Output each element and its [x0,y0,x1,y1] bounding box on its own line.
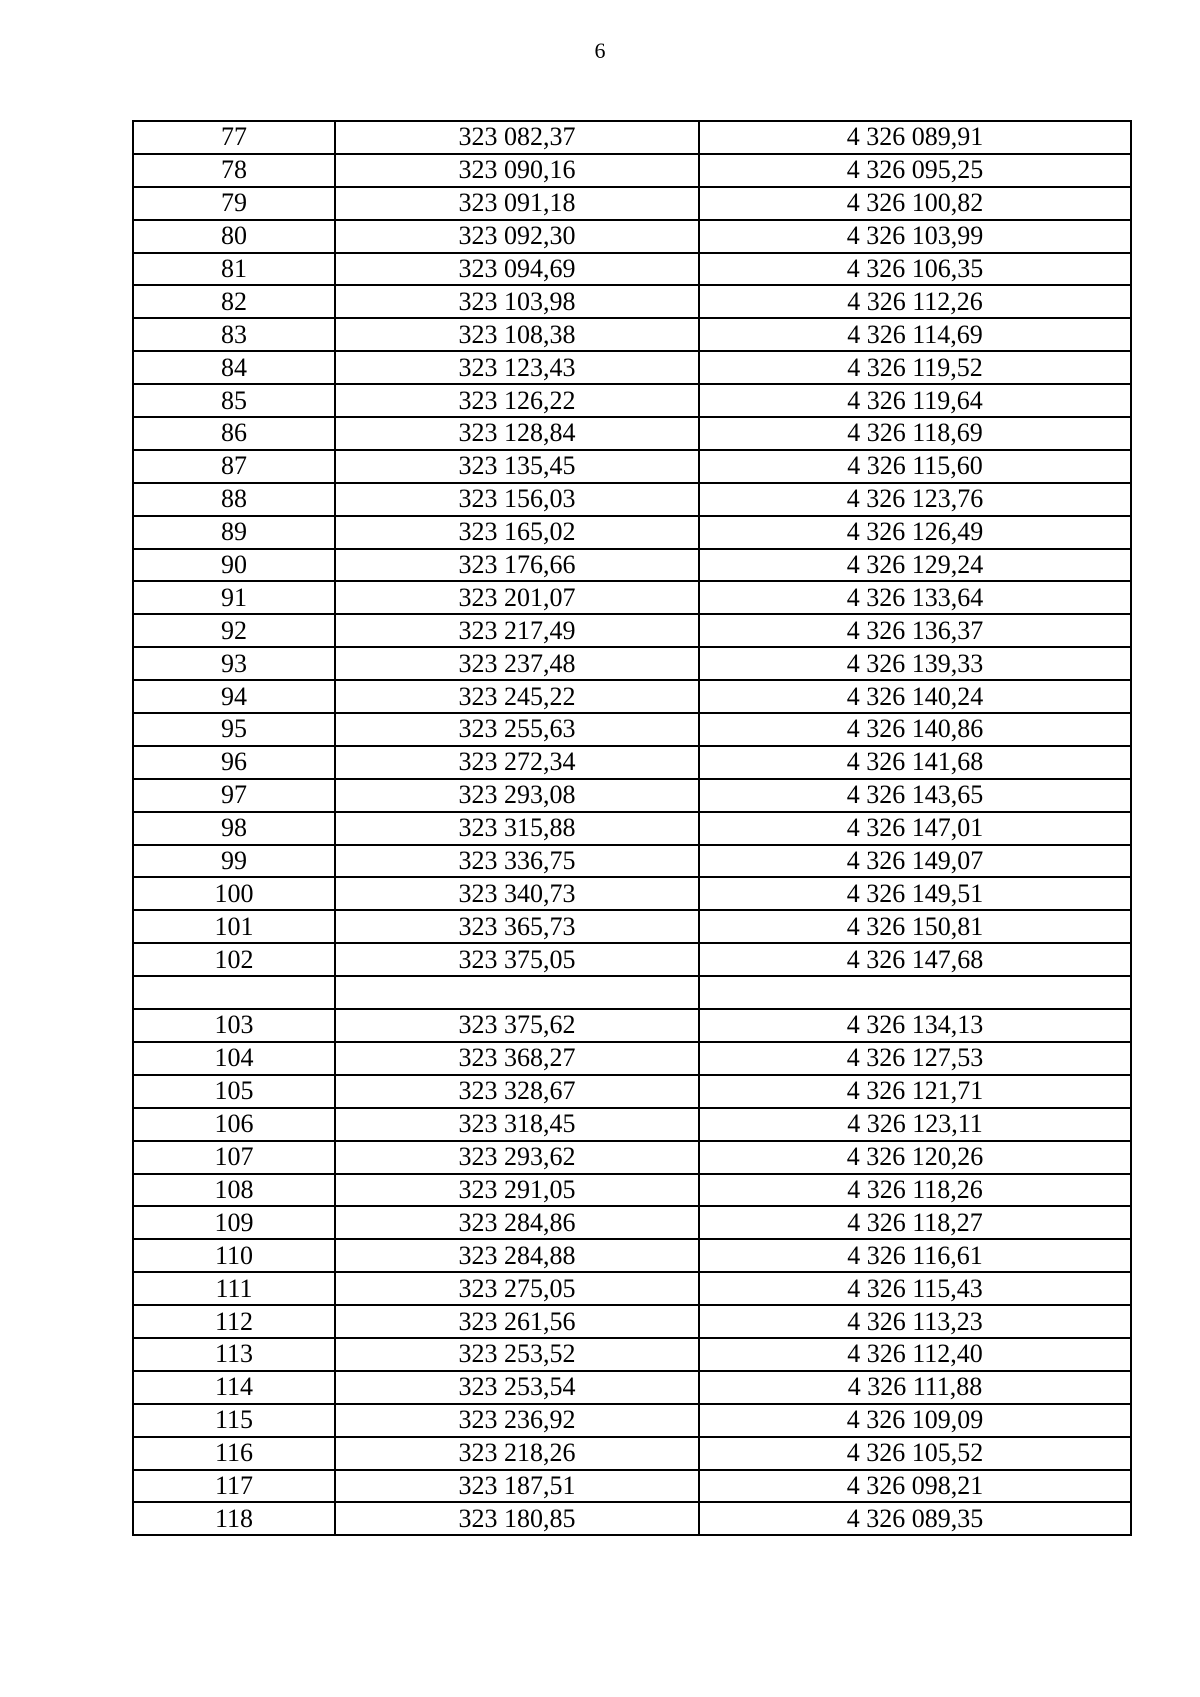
x-coordinate-cell: 323 201,07 [335,581,699,614]
table-row [133,812,1131,845]
x-coordinate-cell [335,976,699,1009]
x-coordinate-cell: 323 126,22 [335,384,699,417]
table-row [133,943,1131,976]
x-coordinate-cell: 323 375,62 [335,1009,699,1042]
y-coordinate-cell: 4 326 100,82 [699,187,1131,220]
x-coordinate-cell: 323 237,48 [335,647,699,680]
y-coordinate-cell: 4 326 098,21 [699,1470,1131,1503]
x-coordinate-cell: 323 135,45 [335,450,699,483]
table-row [133,351,1131,384]
x-coordinate-cell: 323 275,05 [335,1272,699,1305]
table-row [133,1404,1131,1437]
point-number-cell: 110 [133,1239,335,1272]
x-coordinate-cell: 323 082,37 [335,121,699,154]
x-coordinate-cell: 323 293,62 [335,1141,699,1174]
y-coordinate-cell: 4 326 120,26 [699,1141,1131,1174]
x-coordinate-cell: 323 123,43 [335,351,699,384]
y-coordinate-cell: 4 326 147,01 [699,812,1131,845]
point-number-cell: 106 [133,1108,335,1141]
x-coordinate-cell: 323 156,03 [335,483,699,516]
x-coordinate-cell: 323 284,88 [335,1239,699,1272]
y-coordinate-cell: 4 326 150,81 [699,910,1131,943]
table-row [133,1075,1131,1108]
table-row [133,1338,1131,1371]
x-coordinate-cell: 323 108,38 [335,318,699,351]
y-coordinate-cell: 4 326 118,27 [699,1206,1131,1239]
point-number-cell: 89 [133,516,335,549]
point-number-cell: 116 [133,1437,335,1470]
table-row [133,976,1131,1009]
point-number-cell: 81 [133,253,335,286]
y-coordinate-cell [699,976,1131,1009]
table-row [133,121,1131,154]
y-coordinate-cell: 4 326 134,13 [699,1009,1131,1042]
table-row [133,581,1131,614]
y-coordinate-cell: 4 326 115,60 [699,450,1131,483]
point-number-cell: 101 [133,910,335,943]
point-number-cell: 104 [133,1042,335,1075]
point-number-cell: 112 [133,1305,335,1338]
coordinates-table-body [133,121,1131,1535]
page-number: 6 [594,38,606,63]
x-coordinate-cell: 323 291,05 [335,1174,699,1207]
y-coordinate-cell: 4 326 133,64 [699,581,1131,614]
table-row [133,680,1131,713]
table-row [133,910,1131,943]
x-coordinate-cell: 323 368,27 [335,1042,699,1075]
x-coordinate-cell: 323 128,84 [335,417,699,450]
x-coordinate-cell: 323 217,49 [335,614,699,647]
table-row [133,1174,1131,1207]
point-number-cell: 95 [133,713,335,746]
point-number-cell: 77 [133,121,335,154]
table-row [133,1305,1131,1338]
point-number-cell: 109 [133,1206,335,1239]
table-row [133,1141,1131,1174]
y-coordinate-cell: 4 326 116,61 [699,1239,1131,1272]
y-coordinate-cell: 4 326 089,35 [699,1502,1131,1535]
y-coordinate-cell: 4 326 111,88 [699,1371,1131,1404]
y-coordinate-cell: 4 326 149,07 [699,845,1131,878]
y-coordinate-cell: 4 326 114,69 [699,318,1131,351]
table-row [133,1470,1131,1503]
point-number-cell: 83 [133,318,335,351]
x-coordinate-cell: 323 090,16 [335,154,699,187]
table-row [133,483,1131,516]
table-row [133,1272,1131,1305]
y-coordinate-cell: 4 326 140,24 [699,680,1131,713]
table-row [133,713,1131,746]
y-coordinate-cell: 4 326 123,11 [699,1108,1131,1141]
table-row [133,845,1131,878]
table-row [133,220,1131,253]
x-coordinate-cell: 323 253,54 [335,1371,699,1404]
table-row [133,1239,1131,1272]
y-coordinate-cell: 4 326 119,64 [699,384,1131,417]
point-number-cell: 85 [133,384,335,417]
x-coordinate-cell: 323 218,26 [335,1437,699,1470]
point-number-cell: 87 [133,450,335,483]
table-row [133,1371,1131,1404]
y-coordinate-cell: 4 326 119,52 [699,351,1131,384]
y-coordinate-cell: 4 326 127,53 [699,1042,1131,1075]
x-coordinate-cell: 323 255,63 [335,713,699,746]
x-coordinate-cell: 323 293,08 [335,779,699,812]
point-number-cell: 99 [133,845,335,878]
x-coordinate-cell: 323 336,75 [335,845,699,878]
point-number-cell [133,976,335,1009]
table-row [133,647,1131,680]
table-row [133,384,1131,417]
table-row [133,877,1131,910]
x-coordinate-cell: 323 315,88 [335,812,699,845]
y-coordinate-cell: 4 326 147,68 [699,943,1131,976]
x-coordinate-cell: 323 318,45 [335,1108,699,1141]
y-coordinate-cell: 4 326 105,52 [699,1437,1131,1470]
point-number-cell: 97 [133,779,335,812]
point-number-cell: 105 [133,1075,335,1108]
y-coordinate-cell: 4 326 129,24 [699,549,1131,582]
point-number-cell: 88 [133,483,335,516]
y-coordinate-cell: 4 326 103,99 [699,220,1131,253]
point-number-cell: 96 [133,746,335,779]
table-row [133,746,1131,779]
x-coordinate-cell: 323 284,86 [335,1206,699,1239]
table-row [133,1108,1131,1141]
x-coordinate-cell: 323 245,22 [335,680,699,713]
table-row [133,253,1131,286]
point-number-cell: 115 [133,1404,335,1437]
x-coordinate-cell: 323 328,67 [335,1075,699,1108]
point-number-cell: 107 [133,1141,335,1174]
point-number-cell: 113 [133,1338,335,1371]
point-number-cell: 93 [133,647,335,680]
point-number-cell: 90 [133,549,335,582]
point-number-cell: 114 [133,1371,335,1404]
y-coordinate-cell: 4 326 112,26 [699,285,1131,318]
table-row [133,549,1131,582]
table-row [133,187,1131,220]
point-number-cell: 103 [133,1009,335,1042]
point-number-cell: 84 [133,351,335,384]
x-coordinate-cell: 323 340,73 [335,877,699,910]
y-coordinate-cell: 4 326 089,91 [699,121,1131,154]
point-number-cell: 78 [133,154,335,187]
y-coordinate-cell: 4 326 143,65 [699,779,1131,812]
x-coordinate-cell: 323 092,30 [335,220,699,253]
y-coordinate-cell: 4 326 113,23 [699,1305,1131,1338]
table-row [133,1437,1131,1470]
table-row [133,779,1131,812]
y-coordinate-cell: 4 326 118,26 [699,1174,1131,1207]
table-row [133,1502,1131,1535]
x-coordinate-cell: 323 176,66 [335,549,699,582]
x-coordinate-cell: 323 375,05 [335,943,699,976]
y-coordinate-cell: 4 326 141,68 [699,746,1131,779]
x-coordinate-cell: 323 272,34 [335,746,699,779]
point-number-cell: 108 [133,1174,335,1207]
point-number-cell: 82 [133,285,335,318]
table-row [133,516,1131,549]
table-row [133,450,1131,483]
y-coordinate-cell: 4 326 118,69 [699,417,1131,450]
table-row [133,614,1131,647]
point-number-cell: 92 [133,614,335,647]
x-coordinate-cell: 323 165,02 [335,516,699,549]
x-coordinate-cell: 323 236,92 [335,1404,699,1437]
point-number-cell: 100 [133,877,335,910]
point-number-cell: 98 [133,812,335,845]
table-row [133,1042,1131,1075]
point-number-cell: 86 [133,417,335,450]
y-coordinate-cell: 4 326 109,09 [699,1404,1131,1437]
x-coordinate-cell: 323 103,98 [335,285,699,318]
y-coordinate-cell: 4 326 126,49 [699,516,1131,549]
y-coordinate-cell: 4 326 139,33 [699,647,1131,680]
x-coordinate-cell: 323 187,51 [335,1470,699,1503]
table-row [133,154,1131,187]
x-coordinate-cell: 323 094,69 [335,253,699,286]
y-coordinate-cell: 4 326 106,35 [699,253,1131,286]
point-number-cell: 118 [133,1502,335,1535]
point-number-cell: 80 [133,220,335,253]
point-number-cell: 79 [133,187,335,220]
point-number-cell: 102 [133,943,335,976]
y-coordinate-cell: 4 326 140,86 [699,713,1131,746]
table-row [133,1009,1131,1042]
table-row [133,417,1131,450]
y-coordinate-cell: 4 326 115,43 [699,1272,1131,1305]
y-coordinate-cell: 4 326 112,40 [699,1338,1131,1371]
y-coordinate-cell: 4 326 149,51 [699,877,1131,910]
table-row [133,1206,1131,1239]
y-coordinate-cell: 4 326 123,76 [699,483,1131,516]
x-coordinate-cell: 323 180,85 [335,1502,699,1535]
coordinates-table [132,120,1132,1536]
point-number-cell: 111 [133,1272,335,1305]
x-coordinate-cell: 323 261,56 [335,1305,699,1338]
point-number-cell: 117 [133,1470,335,1503]
y-coordinate-cell: 4 326 121,71 [699,1075,1131,1108]
y-coordinate-cell: 4 326 136,37 [699,614,1131,647]
point-number-cell: 94 [133,680,335,713]
y-coordinate-cell: 4 326 095,25 [699,154,1131,187]
x-coordinate-cell: 323 091,18 [335,187,699,220]
x-coordinate-cell: 323 365,73 [335,910,699,943]
table-row [133,285,1131,318]
point-number-cell: 91 [133,581,335,614]
x-coordinate-cell: 323 253,52 [335,1338,699,1371]
table-row [133,318,1131,351]
